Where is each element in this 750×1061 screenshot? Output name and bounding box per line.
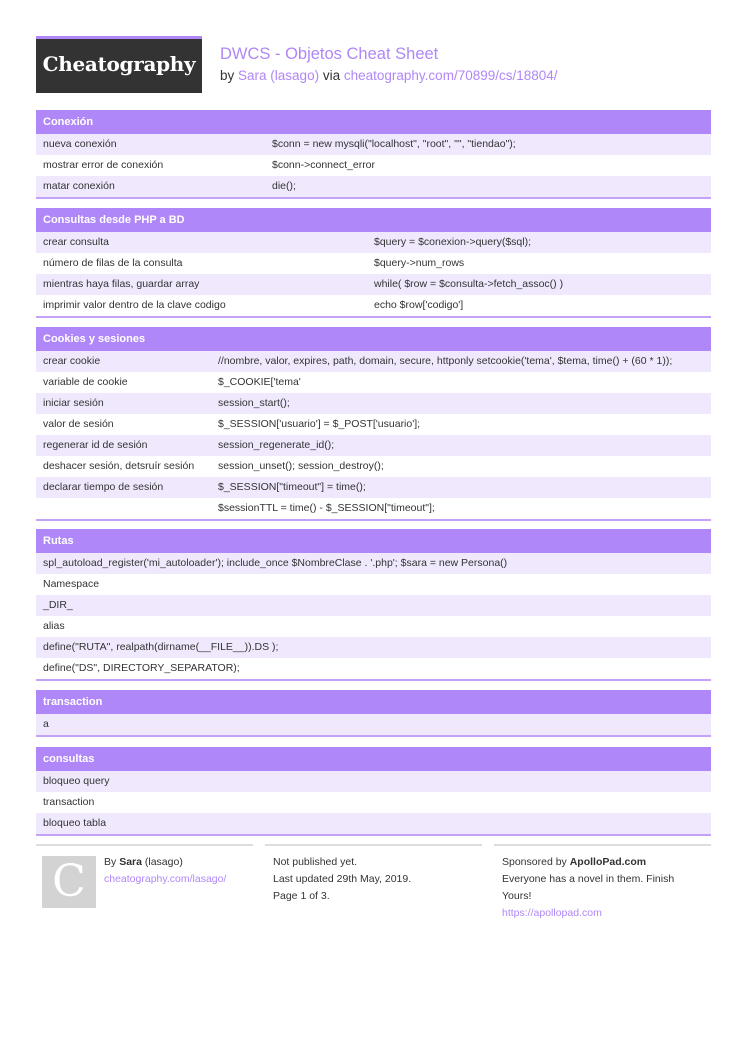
- last-updated: Last updated 29th May, 2019.: [273, 873, 412, 885]
- row-label: mostrar error de conexión: [43, 159, 164, 171]
- list-item: [36, 714, 711, 735]
- table-row: [36, 351, 711, 372]
- sponsored-by-label: Sponsored by: [502, 856, 567, 868]
- row-text: Namespace: [43, 578, 100, 590]
- row-label: declarar tiempo de sesión: [43, 481, 164, 493]
- footer-meta: [265, 844, 482, 902]
- table-row: [36, 435, 711, 456]
- row-label: deshacer sesión, detsruír sesión: [43, 460, 195, 472]
- published-status: Not published yet.: [273, 856, 358, 868]
- table-row: [36, 456, 711, 477]
- row-text: _DIR_: [43, 599, 73, 611]
- sheet-url-link[interactable]: cheatography.com/70899/cs/18804/: [343, 68, 558, 83]
- row-code: $conn->connect_error: [272, 159, 376, 171]
- section-title: transaction: [36, 690, 711, 714]
- meta-info: [273, 854, 411, 905]
- section-title: consultas: [36, 747, 711, 771]
- row-code: $conn = new mysqli("localhost", "root", "", "tiendao");: [272, 138, 516, 150]
- footer-sponsor: [494, 844, 711, 919]
- author-line: [104, 854, 226, 871]
- list-item: [36, 574, 711, 595]
- row-text: a: [43, 718, 49, 730]
- row-text: bloqueo tabla: [43, 817, 107, 829]
- section-conexion: [36, 110, 711, 199]
- table-row: [36, 155, 711, 176]
- section-title: Consultas desde PHP a BD: [36, 208, 711, 232]
- section-transaction: [36, 690, 711, 737]
- list-item: [36, 595, 711, 616]
- table-row: [36, 414, 711, 435]
- list-item: [36, 813, 711, 834]
- list-item: [36, 637, 711, 658]
- avatar[interactable]: C: [42, 856, 96, 908]
- list-item: [36, 553, 711, 574]
- list-item: [36, 771, 711, 792]
- author-info: [104, 854, 226, 888]
- row-text: bloqueo query: [43, 775, 110, 787]
- section-cookies-sesiones: [36, 327, 711, 521]
- byline-via: via: [322, 68, 341, 83]
- row-code: while( $row = $consulta->fetch_assoc() ): [374, 278, 564, 290]
- table-row: [36, 176, 711, 197]
- row-code: $_SESSION["timeout"] = time();: [218, 481, 366, 493]
- row-label: matar conexión: [43, 180, 115, 192]
- byline-by: by: [220, 68, 235, 83]
- row-label: crear cookie: [43, 355, 101, 367]
- sponsor-line: [502, 854, 702, 871]
- author-name: Sara: [119, 856, 142, 868]
- section-rows: [36, 714, 711, 735]
- list-item: [36, 658, 711, 679]
- section-title: Rutas: [36, 529, 711, 553]
- table-row: [36, 393, 711, 414]
- list-item: [36, 792, 711, 813]
- row-code: //nombre, valor, expires, path, domain, secure, httponly setcookie('tema', $tema, time() + (60 * 1));: [218, 355, 673, 367]
- row-label: mientras haya filas, guardar array: [43, 278, 200, 290]
- row-code: $_COOKIE['tema': [218, 376, 301, 388]
- table-row: [36, 477, 711, 498]
- row-code: $sessionTTL = time() - $_SESSION["timeout"];: [218, 502, 435, 514]
- section-consultas: [36, 747, 711, 836]
- section-rows: [36, 553, 711, 679]
- author-handle: (lasago): [144, 856, 183, 868]
- sponsor-info: [502, 854, 702, 922]
- row-code: echo $row['codigo']: [374, 299, 464, 311]
- sheet-header: [36, 36, 711, 93]
- row-text: define("RUTA", realpath(dirname(__FILE__)).DS );: [43, 641, 279, 653]
- table-row: [36, 134, 711, 155]
- row-label: número de filas de la consulta: [43, 257, 183, 269]
- row-code: session_start();: [218, 397, 290, 409]
- table-row: [36, 274, 711, 295]
- row-code: $query->num_rows: [374, 257, 465, 269]
- row-label: variable de cookie: [43, 376, 128, 388]
- table-row: [36, 498, 711, 519]
- sponsor-name: ApolloPad.com: [569, 856, 647, 868]
- section-rutas: [36, 529, 711, 681]
- row-text: spl_autoload_register('mi_autoloader'); include_once $NombreClase . '.php'; $sara = new Persona(): [43, 557, 508, 569]
- sponsor-link[interactable]: https://apollopad.com: [502, 907, 602, 919]
- row-text: transaction: [43, 796, 95, 808]
- section-title: Cookies y sesiones: [36, 327, 711, 351]
- row-label: regenerar id de sesión: [43, 439, 148, 451]
- row-code: session_unset(); session_destroy();: [218, 460, 384, 472]
- row-text: alias: [43, 620, 65, 632]
- table-row: [36, 253, 711, 274]
- section-rows: [36, 232, 711, 316]
- section-consultas-php: [36, 208, 711, 318]
- section-rows: [36, 771, 711, 834]
- row-code: die();: [272, 180, 296, 192]
- row-code: $_SESSION['usuario'] = $_POST['usuario'];: [218, 418, 421, 430]
- page-number: Page 1 of 3.: [273, 890, 330, 902]
- row-label: valor de sesión: [43, 418, 114, 430]
- page-title: DWCS - Objetos Cheat Sheet: [220, 45, 439, 63]
- author-profile-link[interactable]: cheatography.com/lasago/: [104, 873, 227, 885]
- sponsor-text: Everyone has a novel in them. Finish Yours!: [502, 873, 675, 902]
- row-code: $query = $conexion->query($sql);: [374, 236, 532, 248]
- byline: [220, 68, 558, 83]
- row-text: define("DS", DIRECTORY_SEPARATOR);: [43, 662, 240, 674]
- page-footer: [36, 844, 711, 924]
- author-by: By: [104, 856, 117, 868]
- section-rows: [36, 351, 711, 519]
- row-label: crear consulta: [43, 236, 109, 248]
- footer-author: [36, 844, 253, 907]
- logo-text: Cheatography: [42, 52, 196, 76]
- list-item: [36, 616, 711, 637]
- row-code: session_regenerate_id();: [218, 439, 335, 451]
- row-label: nueva conexión: [43, 138, 117, 150]
- author-link[interactable]: Sara (lasago): [238, 68, 320, 83]
- table-row: [36, 295, 711, 316]
- table-row: [36, 232, 711, 253]
- section-title: Conexión: [36, 110, 711, 134]
- table-row: [36, 372, 711, 393]
- cheatography-logo[interactable]: [36, 36, 202, 93]
- logo-accent-bar: [36, 36, 202, 39]
- row-label: imprimir valor dentro de la clave codigo: [43, 299, 226, 311]
- row-label: iniciar sesión: [43, 397, 104, 409]
- section-rows: [36, 134, 711, 197]
